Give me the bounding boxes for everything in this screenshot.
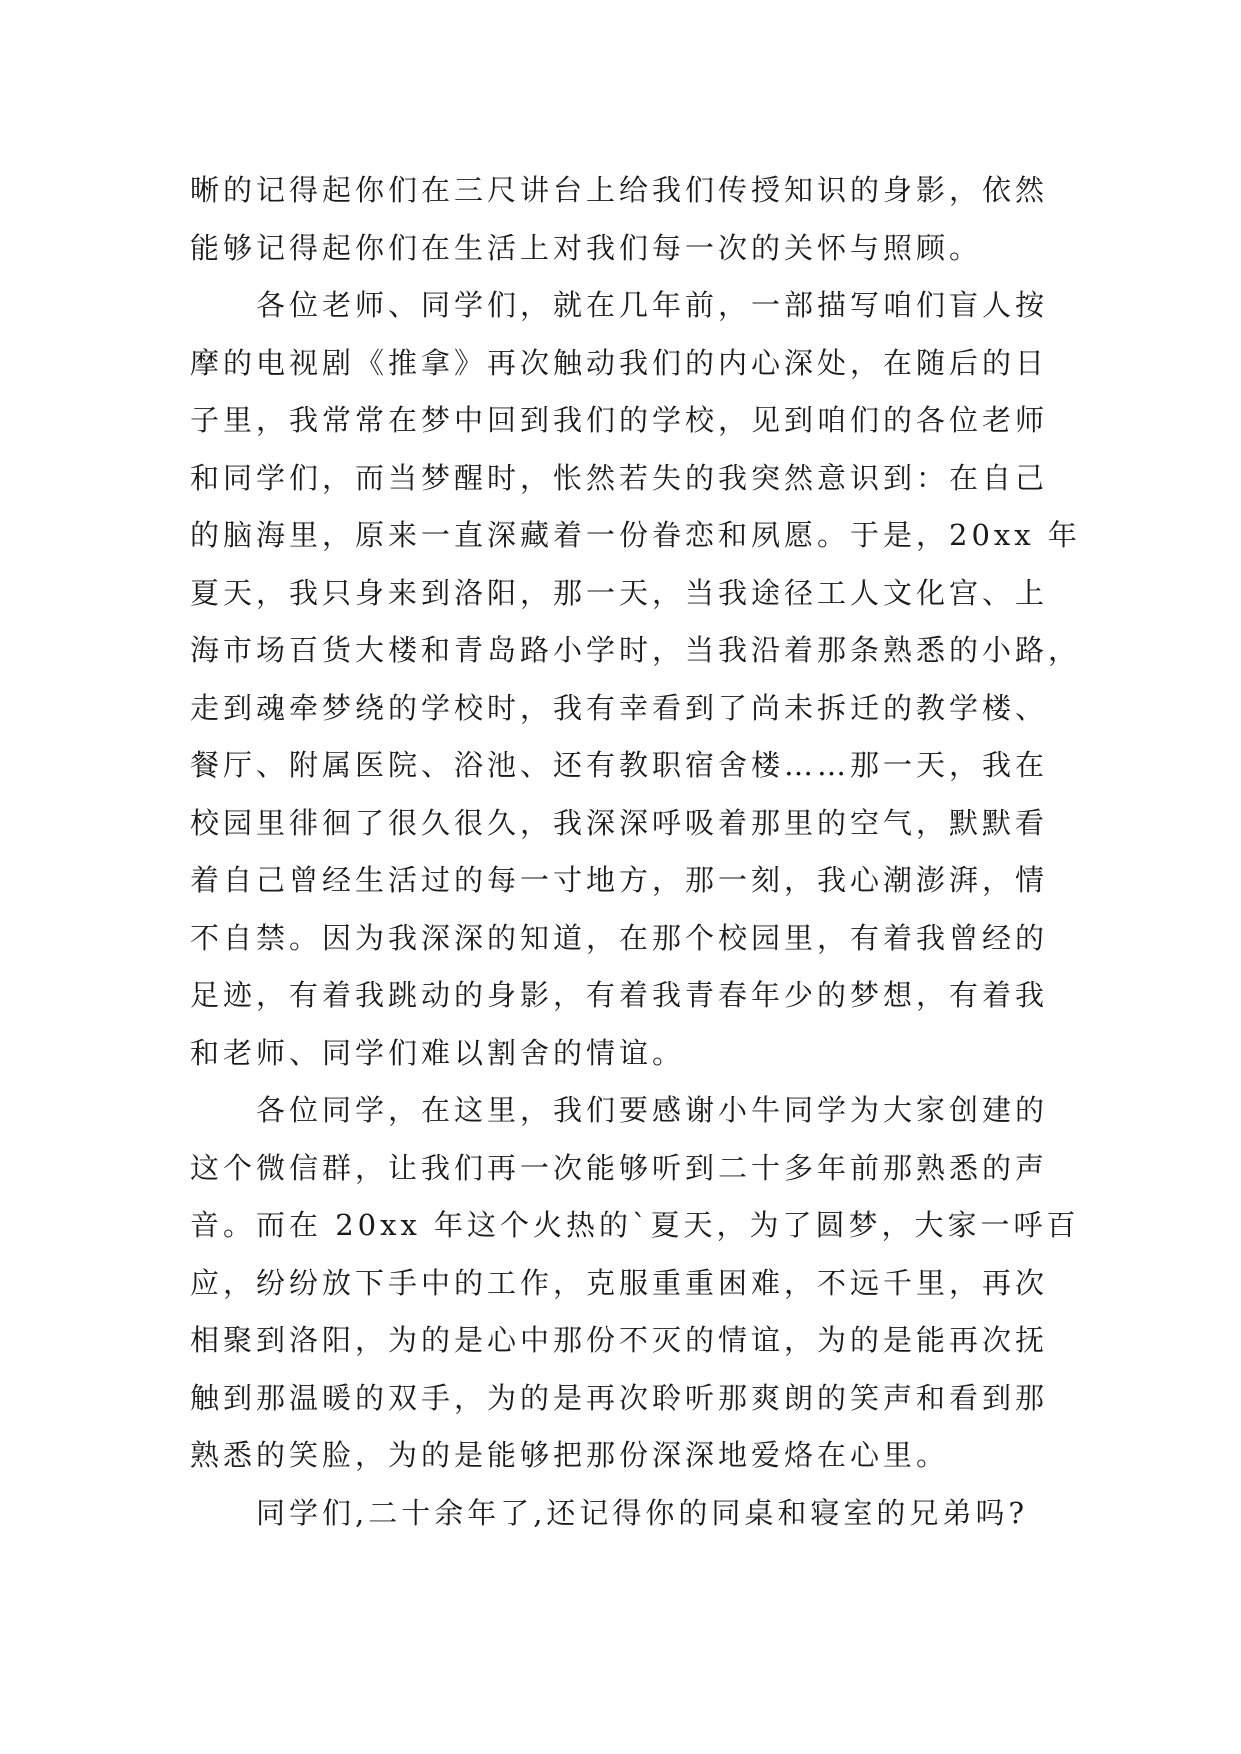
- paragraph-first-line: 同学们,二十余年了,还记得你的同桌和寝室的兄弟吗?: [256, 1495, 1028, 1530]
- text-line: 校园里徘徊了很久很久，我深深呼吸着那里的空气，默默看: [190, 805, 1049, 840]
- text-line: 相聚到洛阳，为的是心中那份不灭的情谊，为的是能再次抚: [190, 1323, 1049, 1357]
- text-line: 和同学们，而当梦醒时，怅然若失的我突然意识到：在自己: [190, 460, 1049, 495]
- text-line: 走到魂牵梦绕的学校时，我有幸看到了尚未拆迁的教学楼、: [190, 690, 1049, 725]
- text-line: 着自己曾经生活过的每一寸地方，那一刻，我心潮澎湃，情: [190, 863, 1049, 897]
- text-line: 晰的记得起你们在三尺讲台上给我们传授知识的身影，依然: [190, 173, 1049, 207]
- text-line: 能够记得起你们在生活上对我们每一次的关怀与照顾。: [190, 230, 983, 265]
- text-line: 这个微信群，让我们再一次能够听到二十多年前那熟悉的声: [190, 1150, 1049, 1185]
- text-line: 摩的电视剧《推拿》再次触动我们的内心深处，在随后的日: [190, 345, 1049, 380]
- text-line: 餐厅、附属医院、浴池、还有教职宿舍楼……那一天，我在: [190, 748, 1049, 782]
- text-line: 海市场百货大楼和青岛路小学时，当我沿着那条熟悉的小路，: [190, 633, 1082, 667]
- text-line: 音。而在 20xx 年这个火热的`夏天，为了圆梦，大家一呼百: [190, 1208, 1080, 1242]
- document-body: [190, 162, 1082, 1542]
- text-line: 的脑海里，原来一直深藏着一份眷恋和夙愿。于是，20xx 年: [190, 518, 1081, 552]
- paragraph-first-line: 各位老师、同学们，就在几年前，一部描写咱们盲人按: [256, 288, 1049, 322]
- paragraph-first-line: 各位同学，在这里，我们要感谢小牛同学为大家创建的: [256, 1093, 1049, 1127]
- text-line: 夏天，我只身来到洛阳，那一天，当我途径工人文化宫、上: [190, 575, 1049, 610]
- text-line: 触到那温暖的双手，为的是再次聆听那爽朗的笑声和看到那: [190, 1380, 1049, 1415]
- text-line: 和老师、同学们难以割舍的情谊。: [190, 1035, 686, 1070]
- text-line: 熟悉的笑脸，为的是能够把那份深深地爱烙在心里。: [190, 1438, 950, 1472]
- text-line: 应，纷纷放下手中的工作，克服重重困难，不远千里，再次: [190, 1265, 1049, 1300]
- text-line: 子里，我常常在梦中回到我们的学校，见到咱们的各位老师: [190, 403, 1049, 437]
- text-line: 不自禁。因为我深深的知道，在那个校园里，有着我曾经的: [190, 920, 1049, 955]
- text-line: 足迹，有着我跳动的身影，有着我青春年少的梦想，有着我: [190, 978, 1049, 1012]
